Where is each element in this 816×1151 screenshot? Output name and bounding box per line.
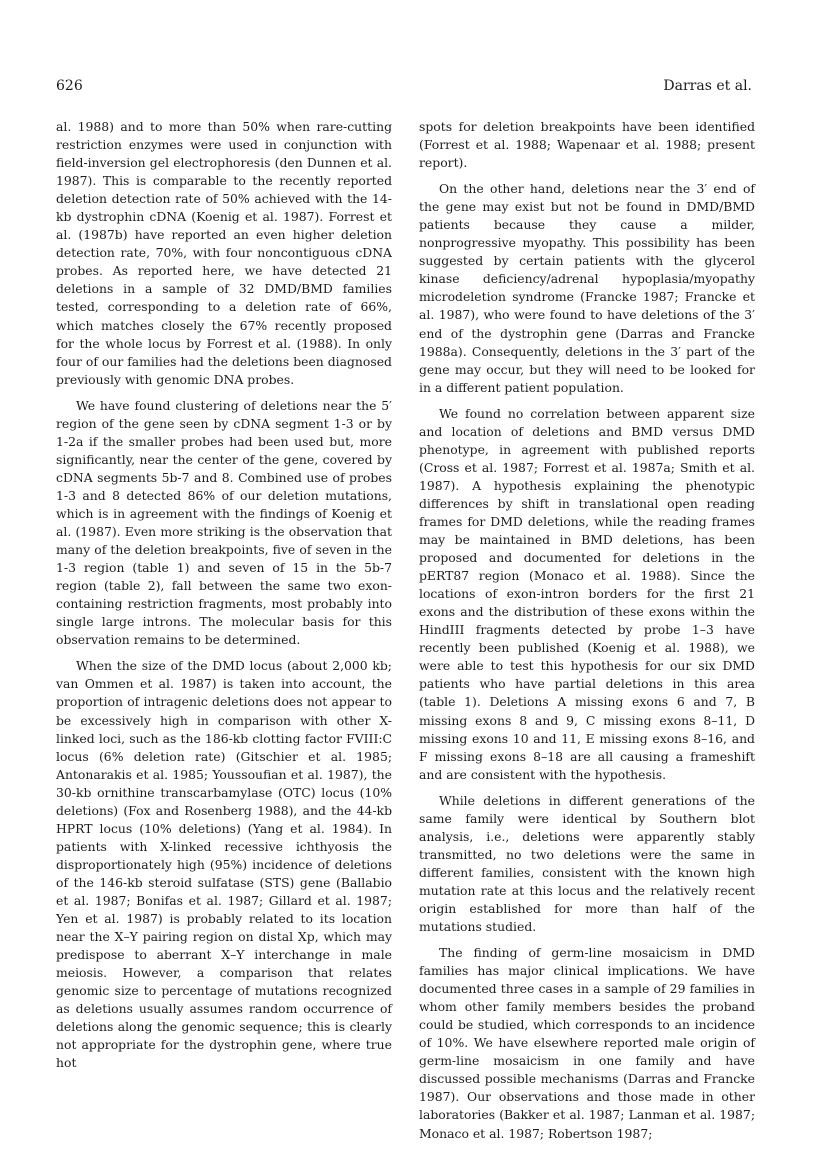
- paragraph: On the other hand, deletions near the 3′ end of the gene may exist but not be found in DMD/BMD patients because they cause a milder, nonprogressive myopathy. This possibility has been suggested by certain patients with the glycerol kinase deficiency/adrenal hypoplasia/myopathy microdeletion syndrome (Francke 1987; Francke et al. 1987), who were found to have deletions of the 3′ end of the dystrophin gene (Darras and Francke 1988a). Consequently, deletions in the 3′ part of the gene may occur, but they will need to be looked for in a different patient population.: [419, 181, 755, 395]
- paragraph: The finding of germ-line mosaicism in DMD families has major clinical implications. We have documented three cases in a sample of 29 families in whom other family members besides the proband could be studied, which corresponds to an incidence of 10%. We have elsewhere reported male origin of germ-line mosaicism in one family and have discussed possible mechanisms (Darras and Francke 1987). Our observations and those made in other laboratories (Bakker et al. 1987; Lanman et al. 1987; Monaco et al. 1987; Robertson 1987;: [419, 945, 755, 1141]
- paragraph: al. 1988) and to more than 50% when rare-cutting restriction enzymes were used in conjunction with field-inversion gel electrophoresis (den Dunnen et al. 1987). This is comparable to the recently reported deletion detection rate of 50% achieved with the 14-kb dystrophin cDNA (Koenig et al. 1987). Forrest et al. (1987b) have reported an even higher deletion detection rate, 70%, with four noncontiguous cDNA probes. As reported here, we have detected 21 deletions in a sample of 32 DMD/BMD families tested, corresponding to a deletion rate of 66%, which matches closely the 67% recently proposed for the whole locus by Forrest et al. (1988). In only four of our families had the deletions been diagnosed previously with genomic DNA probes.: [56, 119, 392, 387]
- page-number: 626: [56, 78, 83, 94]
- paragraph: We found no correlation between apparent size and location of deletions and BMD versus DMD phenotype, in agreement with published reports (Cross et al. 1987; Forrest et al. 1987a; Smith et al. 1987). A hypothesis explaining the phenotypic differences by shift in translational open reading frames for DMD deletions, while the reading frames may be maintained in BMD deletions, has been proposed and documented for deletions in the pERT87 region (Monaco et al. 1988). Since the locations of exon-intron borders for the first 21 exons and the distribution of these exons within the HindIII fragments detected by probe 1–3 have recently been published (Koenig et al. 1988), we were able to test this hypothesis for our six DMD patients who have partial deletions in this area (table 1). Deletions A missing exons 6 and 7, B missing exons 8 and 9, C missing exons 8–11, D missing exons 10 and 11, E missing exons 8–16, and F missing exons 8–18 are all causing a frameshift and are consistent with the hypothesis.: [419, 405, 755, 782]
- paragraph: We have found clustering of deletions near the 5′ region of the gene seen by cDNA segment 1-3 or by 1-2a if the smaller probes had been used but, more significantly, near the center of the gene, covered by cDNA segments 5b-7 and 8. Combined use of probes 1-3 and 8 detected 86% of our deletion mutations, which is in agreement with the findings of Koenig et al. (1987). Even more striking is the observation that many of the deletion breakpoints, five of seven in the 1-3 region (table 1) and seven of 15 in the 5b-7 region (table 2), fall between the same two exon-containing restriction fragments, most probably into single large introns. The molecular basis for this observation remains to be determined.: [56, 397, 392, 648]
- page-header: [0, 78, 816, 98]
- paragraph: spots for deletion breakpoints have been identified (Forrest et al. 1988; Wapenaar et al. 1988; present report).: [419, 119, 755, 171]
- paragraph: While deletions in different generations of the same family were identical by Southern blot analysis, i.e., deletions were apparently stably transmitted, no two deletions were the same in different families, consistent with the known high mutation rate at this locus and the relatively recent origin established for more than half of the mutations studied.: [419, 792, 755, 935]
- running-head: Darras et al.: [663, 78, 752, 94]
- left-column: [56, 118, 392, 1080]
- paragraph: When the size of the DMD locus (about 2,000 kb; van Ommen et al. 1987) is taken into account, the proportion of intragenic deletions does not appear to be excessively high in comparison with other X-linked loci, such as the 186-kb clotting factor FVIII:C locus (6% deletion rate) (Gitschier et al. 1985; Antonarakis et al. 1985; Youssoufian et al. 1987), the 30-kb ornithine transcarbamylase (OTC) locus (10% deletions) (Fox and Rosenberg 1988), and the 44-kb HPRT locus (10% deletions) (Yang et al. 1984). In patients with X-linked recessive ichthyosis the disproportionately high (95%) incidence of deletions of the 146-kb steroid sulfatase (STS) gene (Ballabio et al. 1987; Bonifas et al. 1987; Gillard et al. 1987; Yen et al. 1987) is probably related to its location near the X–Y pairing region on distal Xp, which may predispose to aberrant X–Y interchange in male meiosis. However, a comparison that relates genomic size to percentage of mutations recognized as deletions usually assumes random occurrence of deletions along the genomic sequence; this is clearly not appropriate for the dystrophin gene, where true hot: [56, 658, 392, 1071]
- right-column: [419, 118, 755, 1151]
